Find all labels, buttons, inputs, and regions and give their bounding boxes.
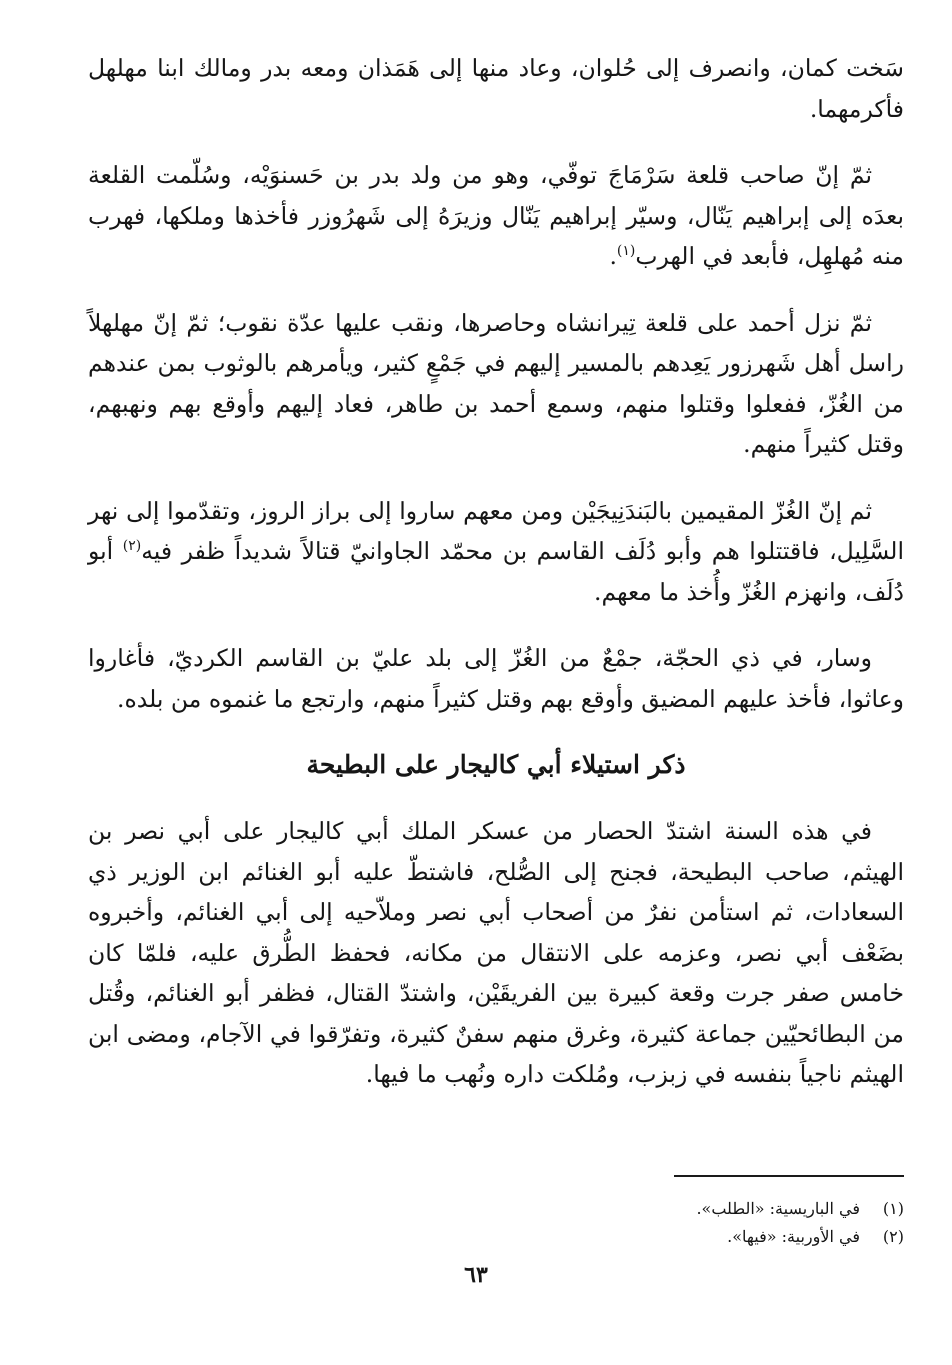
- paragraph-2-text: ثمّ إنّ صاحب قلعة سَرْمَاجَ توفّي، وهو من ولد بدر بن حَسنوَيْه، وسُلّمت القلعة بعدَه إلى إبراهيم يَنّال، وسيّر إبراهيم يَنّال وزيرَهُ إلى شَهرُوزر فأخذها وملكها، فهرب منه مُهلهِل، فأبعد في الهرب: [88, 161, 904, 270]
- paragraph-4-end: أبو دُلَف، وانهزم الغُزّ وأُخذ ما معهم.: [88, 537, 904, 606]
- paragraph-5: [88, 638, 904, 719]
- paragraph-1: [88, 48, 904, 129]
- footnote-1-text: في الباريسية: «الطلب».: [696, 1199, 860, 1218]
- footnote-1-number: (١): [882, 1199, 904, 1218]
- footnote-ref-1[interactable]: (١): [616, 243, 636, 260]
- paragraph-4: [88, 491, 904, 613]
- paragraph-2-end: .: [609, 242, 617, 270]
- section-heading: ذكر استيلاء أبي كاليجار على البطيحة: [306, 750, 686, 779]
- footnotes: [344, 1195, 904, 1251]
- paragraph-2: [88, 155, 904, 277]
- footnote-1: [344, 1195, 904, 1223]
- footnote-ref-2[interactable]: (٢): [122, 538, 142, 555]
- footnote-2-number: (٢): [882, 1227, 904, 1246]
- section-paragraph-text: في هذه السنة اشتدّ الحصار من عسكر الملك أبي كاليجار على أبي نصر بن الهيثم، صاحب البطيحة، فجنح إلى الصُّلح، فاشتطّ عليه أبو الغنائم ابن الوزير ذي السعادات، ثم استأمن نفرٌ من أصحاب أبي نصر وملاّحيه إلى أبي الغنائم، وأخبروه بضَعْف أبي نصر، وعزمه على الانتقال من مكانه، فحفظ الطُّرق عليه، فلمّا كان خامس صفر جرت وقعة كبيرة بين الفريقَيْن، واشتدّ القتال، فظفر أبو الغنائم، وقُتل من البطائحيّين جماعة كثيرة، وغرق منهم سفنٌ كثيرة، وتفرّقوا في الآجام، ومضى ابن الهيثم ناجياً بنفسه في زبزب، ومُلكت داره ونُهب ما فيها.: [88, 817, 904, 1088]
- paragraph-4-text: ثم إنّ الغُزّ المقيمين بالبَندَنِيجَيْن ومن معهم ساروا إلى براز الروز، وتقدّموا إلى نهر السَّلِيل، فاقتتلوا هم وأبو دُلَف القاسم بن محمّد الجاوانيّ قتالاً شديداً ظفر فيه: [88, 496, 904, 565]
- page-number: ٦٣: [464, 1262, 488, 1288]
- page-body: [88, 48, 904, 1121]
- footnote-2-text: في الأوربية: «فيها».: [727, 1227, 860, 1246]
- paragraph-1-text: سَخت كمان، وانصرف إلى حُلوان، وعاد منها إلى هَمَذان ومعه بدر ومالك ابنا مهلهل فأكرمهما.: [88, 54, 904, 123]
- paragraph-3: [88, 303, 904, 465]
- paragraph-3-text: ثمّ نزل أحمد على قلعة تِيرانشاه وحاصرها، ونقب عليها عدّة نقوب؛ ثمّ إنّ مهلهلاً راسل أهل شَهرزور يَعِدهم بالمسير إليهم في جَمْعٍ كثير، ويأمرهم بالوثوب بمن عندهم من الغُزّ، ففعلوا وقتلوا منهم، وسمع أحمد بن طاهر، فعاد إليهم وأوقع بهم ونهبهم، وقتل كثيراً منهم.: [88, 308, 904, 458]
- paragraph-5-text: وسار، في ذي الحجّة، جمْعٌ من الغُزّ إلى بلد عليّ بن القاسم الكرديّ، فأغاروا وعاثوا، فأخذ عليهم المضيق وأوقع بهم وقتل كثيراً منهم، وارتجع ما غنموه من بلده.: [88, 644, 904, 713]
- footnote-2: [344, 1223, 904, 1251]
- footnote-divider: [674, 1175, 904, 1177]
- section-paragraph: [88, 811, 904, 1095]
